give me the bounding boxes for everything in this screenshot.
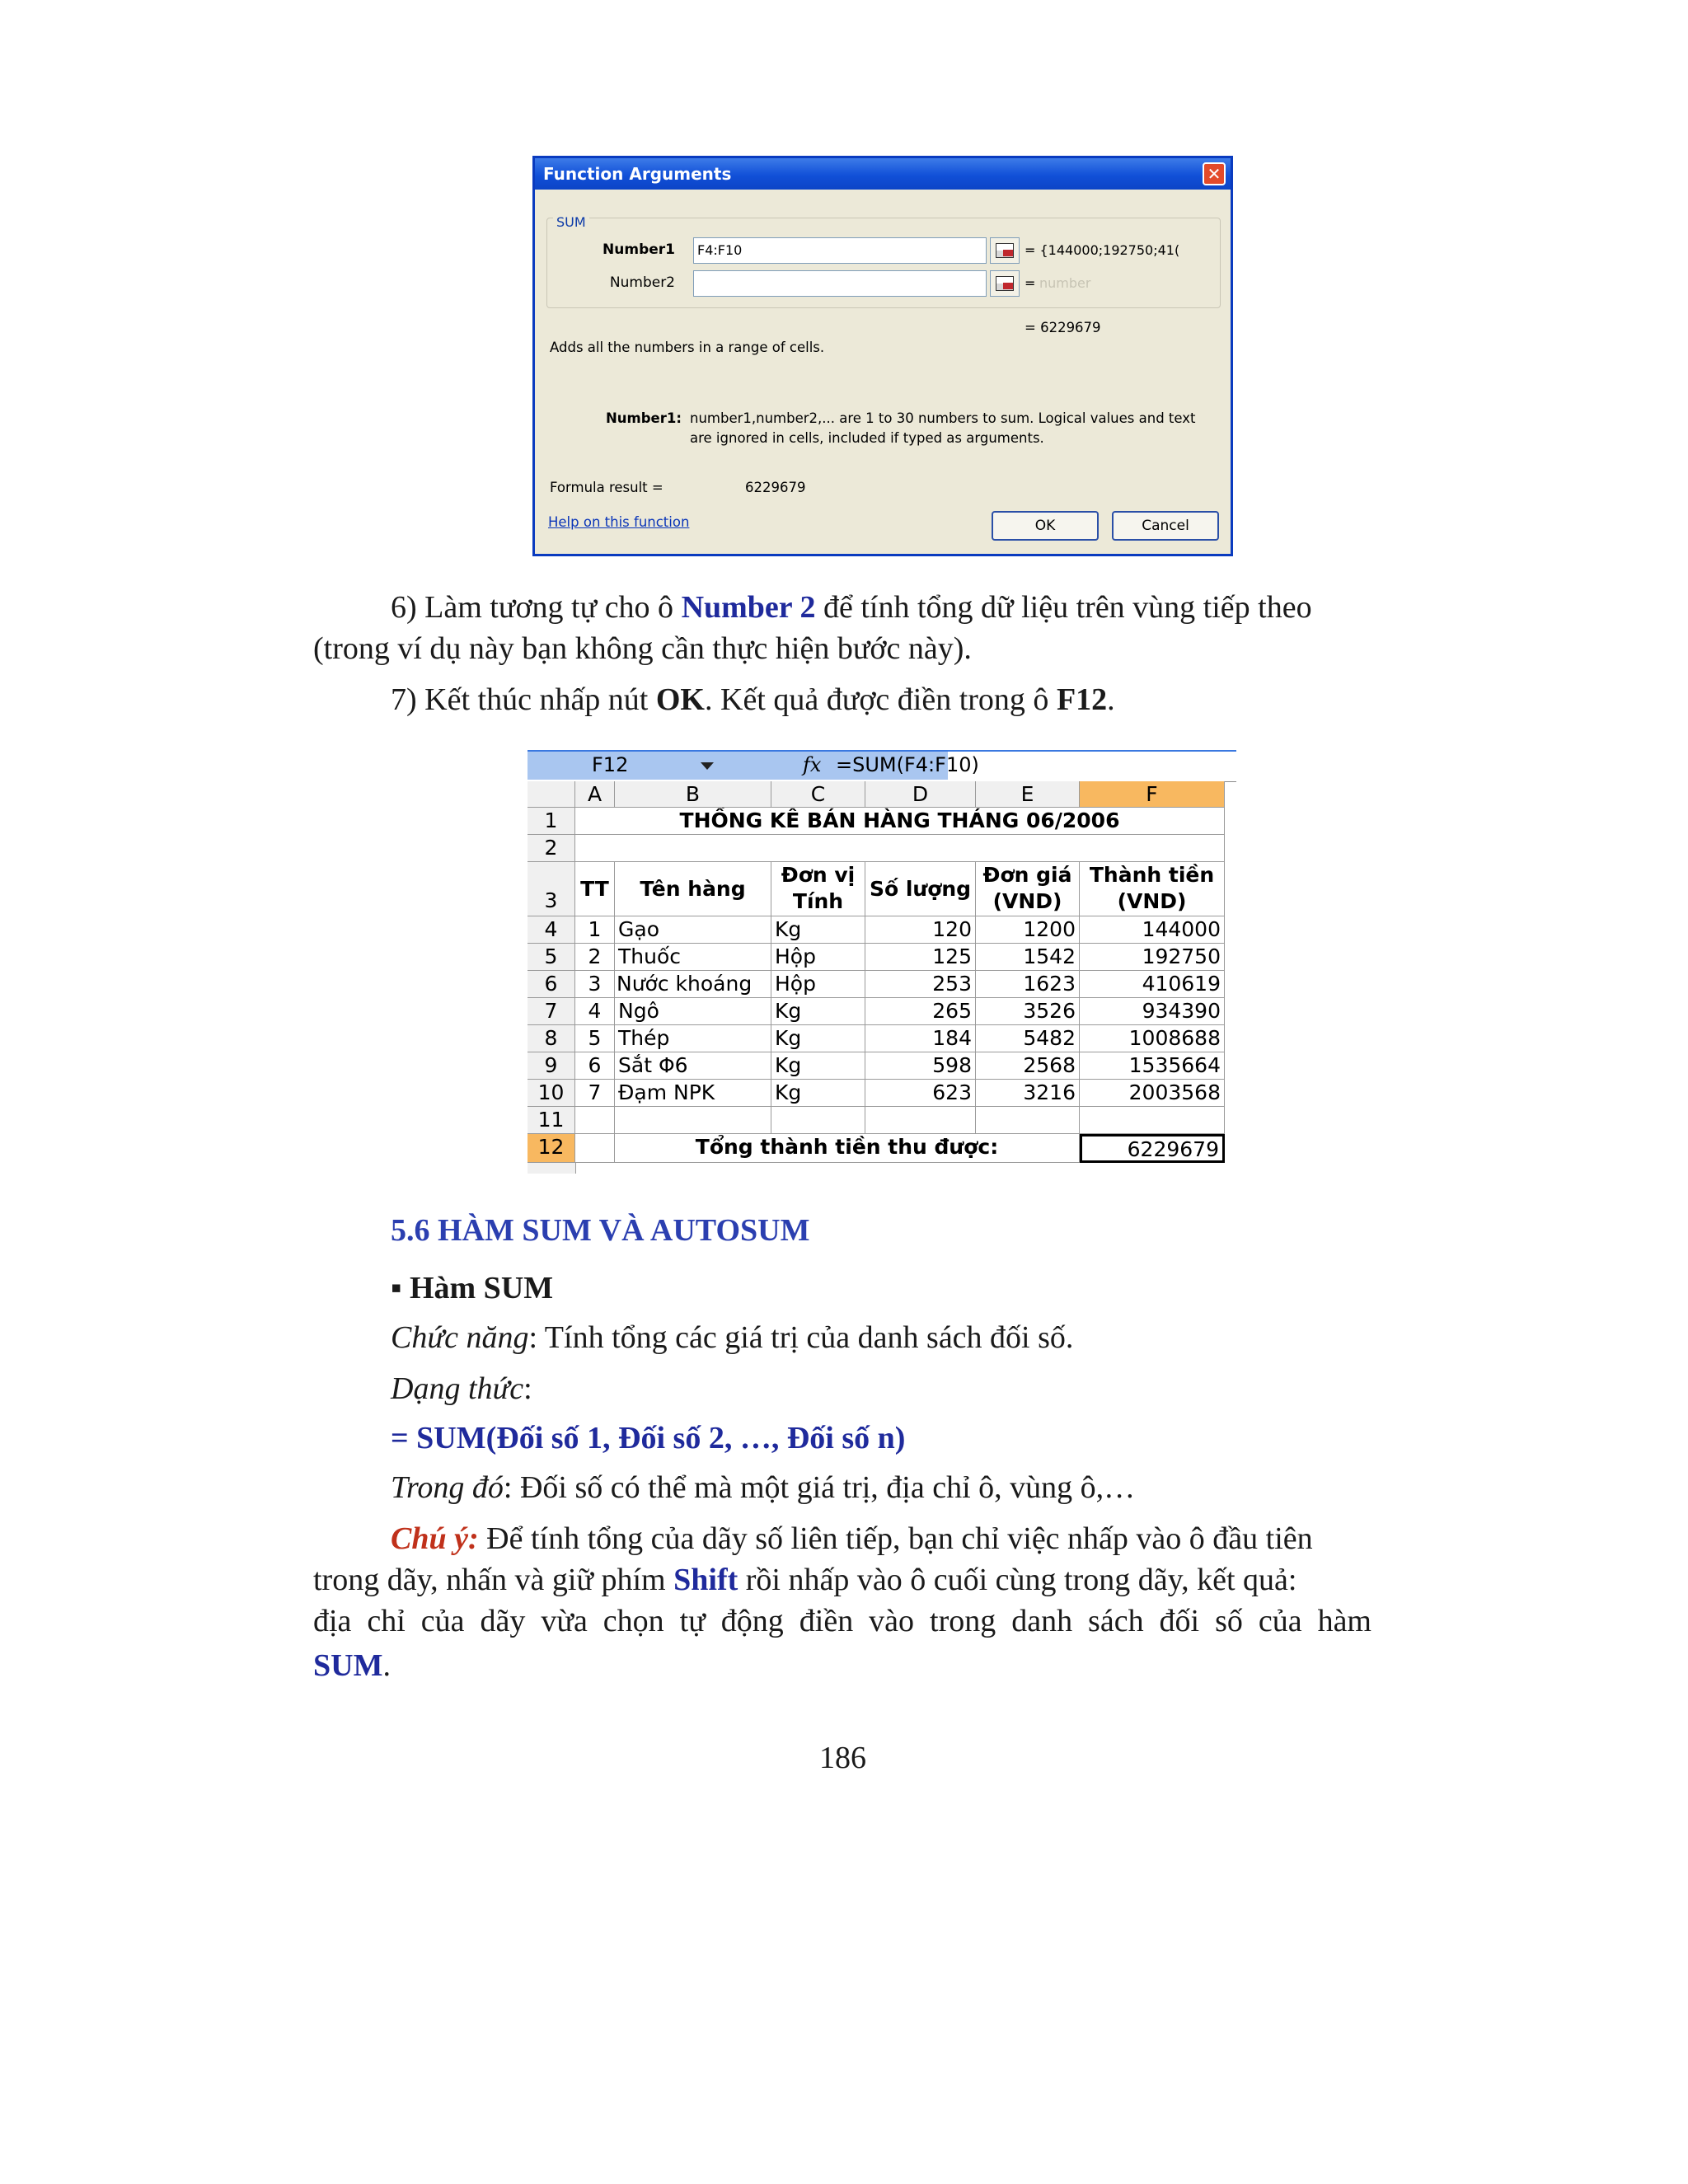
cell-qty[interactable]: 253 [865, 971, 976, 998]
note-label: Chú ý: [391, 1521, 479, 1556]
cell-total[interactable]: 1535664 [1080, 1052, 1225, 1080]
ok-button[interactable]: OK [992, 511, 1099, 541]
empty-cell[interactable] [771, 1107, 865, 1134]
row-header[interactable]: 4 [528, 916, 575, 944]
number1-label: Number1 [603, 241, 675, 258]
cell-unit[interactable]: Hộp [771, 944, 865, 971]
section-heading: 5.6 HÀM SUM VÀ AUTOSUM [391, 1213, 810, 1248]
column-header[interactable]: E [976, 781, 1080, 808]
column-header[interactable]: B [615, 781, 771, 808]
note-end: . [382, 1648, 391, 1683]
arg-help-line2: are ignored in cells, included if typed as arguments. [690, 430, 1044, 446]
collapse-dialog-icon[interactable] [990, 237, 1020, 264]
cell-qty[interactable]: 598 [865, 1052, 976, 1080]
row-header-partial [528, 1163, 576, 1174]
note-text1: Để tính tổng của dãy số liên tiếp, bạn chỉ việc nhấp vào ô đầu tiên [478, 1521, 1313, 1556]
empty-cell[interactable] [865, 1107, 976, 1134]
cell-tt[interactable]: 4 [575, 998, 615, 1025]
cell-price[interactable]: 2568 [976, 1052, 1080, 1080]
page-number: 186 [819, 1741, 866, 1775]
note-shift: Shift [673, 1563, 738, 1597]
header-ten-hang[interactable]: Tên hàng [615, 862, 771, 916]
cell-price[interactable]: 1200 [976, 916, 1080, 944]
cell-name[interactable]: Thuốc [615, 944, 771, 971]
cell-qty[interactable]: 623 [865, 1080, 976, 1107]
header-don-gia-2: (VND) [992, 889, 1062, 913]
cell-tt[interactable]: 1 [575, 916, 615, 944]
row-header[interactable]: 8 [528, 1025, 575, 1052]
cell-unit[interactable]: Kg [771, 1025, 865, 1052]
note-line1 [391, 1520, 1313, 1558]
formula-bar [528, 750, 1236, 782]
step6-number2: Number 2 [681, 590, 816, 625]
dialog-title-bar [535, 158, 1231, 190]
cancel-button[interactable]: Cancel [1112, 511, 1219, 541]
sheet-title[interactable]: THỐNG KÊ BÁN HÀNG THÁNG 06/2006 [575, 808, 1225, 835]
empty-cell[interactable] [575, 1107, 615, 1134]
where-text: : Đối số có thể mà một giá trị, địa chỉ ô, vùng ô,… [503, 1470, 1136, 1505]
cell-price[interactable]: 1623 [976, 971, 1080, 998]
note-sum: SUM [313, 1648, 383, 1683]
cell-name[interactable]: Thép [615, 1025, 771, 1052]
cell-qty[interactable]: 265 [865, 998, 976, 1025]
function-description: Adds all the numbers in a range of cells. [550, 340, 825, 355]
note-text2b: rồi nhấp vào ô cuối cùng trong dãy, kết quả: [738, 1563, 1297, 1597]
cell-tt[interactable]: 3 [575, 971, 615, 998]
fx-icon[interactable]: fx [803, 753, 822, 776]
column-header[interactable]: C [771, 781, 865, 808]
note-text2a: trong dãy, nhấn và giữ phím [313, 1563, 674, 1597]
number1-preview: = {144000;192750;41( [1025, 242, 1180, 258]
row-header[interactable]: 1 [528, 808, 575, 835]
cell-total[interactable]: 2003568 [1080, 1080, 1225, 1107]
cell-qty[interactable]: 120 [865, 916, 976, 944]
row-header[interactable]: 5 [528, 944, 575, 971]
header-don-vi[interactable] [771, 862, 865, 916]
note-line2 [313, 1561, 1296, 1599]
cell-tt[interactable]: 2 [575, 944, 615, 971]
header-don-gia[interactable] [976, 862, 1080, 916]
cell-price[interactable]: 3216 [976, 1080, 1080, 1107]
cell-price[interactable]: 5482 [976, 1025, 1080, 1052]
row-header[interactable]: 2 [528, 835, 575, 862]
step6-line2: (trong ví dụ này bạn không cần thực hiện bước này). [313, 631, 972, 666]
total-label[interactable]: Tổng thành tiền thu được: [615, 1134, 1080, 1163]
chevron-down-icon[interactable] [701, 762, 714, 770]
form-label: Dạng thức [391, 1371, 524, 1406]
number2-preview: number [1039, 275, 1091, 291]
row-header[interactable]: 3 [528, 862, 575, 916]
dialog-title: Function Arguments [543, 164, 732, 184]
spreadsheet [528, 750, 1236, 1174]
empty-row[interactable] [575, 835, 1225, 862]
function-text: : Tính tổng các giá trị của danh sách đối số. [528, 1320, 1074, 1355]
function-arguments-dialog [532, 156, 1233, 556]
function-line [391, 1319, 1073, 1357]
name-box-value: F12 [592, 753, 629, 776]
function-label: Chức năng [391, 1320, 529, 1355]
header-thanh-tien[interactable] [1080, 862, 1225, 916]
formula-text[interactable]: =SUM(F4:F10) [836, 753, 979, 776]
formula-result-label: Formula result = [550, 480, 663, 495]
formula-result-value: 6229679 [745, 480, 806, 495]
cell-unit[interactable]: Kg [771, 916, 865, 944]
cell-name[interactable]: Ngô [615, 998, 771, 1025]
sum-syntax: = SUM(Đối số 1, Đối số 2, …, Đối số n) [391, 1421, 906, 1455]
number1-input[interactable]: F4:F10 [693, 237, 987, 264]
cell-name[interactable]: Nước khoáng [615, 971, 771, 998]
note-line3: địa chỉ của dãy vừa chọn tự động điền vào trong danh sách đối số của hàm [313, 1604, 1372, 1638]
number2-preview-eq: = [1025, 275, 1036, 291]
cell-unit[interactable]: Kg [771, 998, 865, 1025]
header-don-vi-2: Tính [792, 889, 844, 913]
function-name-label: SUM [553, 214, 589, 230]
row-header[interactable]: 9 [528, 1052, 575, 1080]
step6-text-end: để tính tổng dữ liệu trên vùng tiếp theo [815, 590, 1312, 625]
help-link[interactable]: Help on this function [548, 514, 690, 530]
cell-total[interactable]: 410619 [1080, 971, 1225, 998]
cell-name[interactable]: Đạm NPK [615, 1080, 771, 1107]
step7-text: 7) Kết thúc nhấp nút [391, 682, 656, 717]
cell-total[interactable]: 144000 [1080, 916, 1225, 944]
header-don-vi-1: Đơn vị [781, 863, 856, 887]
cell-qty[interactable]: 184 [865, 1025, 976, 1052]
cell-unit[interactable]: Hộp [771, 971, 865, 998]
collapse-dialog-icon[interactable] [990, 270, 1020, 297]
header-tt[interactable]: TT [575, 862, 615, 916]
step7-line [391, 681, 1115, 719]
note-line4 [313, 1647, 391, 1685]
step7-ok: OK [655, 682, 705, 717]
cell-name[interactable]: Gạo [615, 916, 771, 944]
total-value-selected-cell[interactable]: 6229679 [1080, 1134, 1225, 1163]
column-header[interactable]: A [575, 781, 615, 808]
step7-text-mid: . Kết quả được điền trong ô [705, 682, 1057, 717]
row-header[interactable]: 7 [528, 998, 575, 1025]
row-header[interactable]: 6 [528, 971, 575, 998]
step6-text: 6) Làm tương tự cho ô [391, 590, 682, 625]
name-box[interactable] [528, 752, 725, 780]
empty-cell[interactable] [976, 1107, 1080, 1134]
step7-period: . [1107, 682, 1115, 717]
cell-tt[interactable]: 6 [575, 1052, 615, 1080]
arg-help-line1: number1,number2,... are 1 to 30 numbers to sum. Logical values and text [690, 410, 1196, 426]
empty-cell[interactable] [615, 1107, 771, 1134]
cell-qty[interactable]: 125 [865, 944, 976, 971]
cell-unit[interactable]: Kg [771, 1080, 865, 1107]
step6-line1 [391, 588, 1312, 626]
number2-label: Number2 [609, 274, 675, 291]
cell-price[interactable]: 1542 [976, 944, 1080, 971]
column-header[interactable]: D [865, 781, 976, 808]
header-thanh-tien-2: (VND) [1117, 889, 1187, 913]
result-preview: = 6229679 [1025, 320, 1101, 335]
cell-price[interactable]: 3526 [976, 998, 1080, 1025]
close-icon[interactable]: ✕ [1203, 162, 1226, 185]
header-don-gia-1: Đơn giá [982, 863, 1072, 887]
where-label: Trong đó [391, 1470, 504, 1505]
cell-tt[interactable]: 5 [575, 1025, 615, 1052]
row-header[interactable]: 10 [528, 1080, 575, 1107]
empty-cell[interactable] [575, 1134, 615, 1163]
column-header-selected[interactable]: F [1080, 781, 1225, 808]
cell-unit[interactable]: Kg [771, 1052, 865, 1080]
cell-total[interactable]: 1008688 [1080, 1025, 1225, 1052]
form-colon: : [523, 1371, 532, 1406]
number2-input[interactable] [693, 270, 987, 297]
cell-total[interactable]: 934390 [1080, 998, 1225, 1025]
step7-cell: F12 [1056, 682, 1108, 717]
corner-cell[interactable] [528, 781, 575, 808]
empty-cell[interactable] [1080, 1107, 1225, 1134]
cell-total[interactable]: 192750 [1080, 944, 1225, 971]
form-line [391, 1370, 532, 1408]
header-so-luong[interactable]: Số lượng [865, 862, 976, 916]
row-header-selected[interactable]: 12 [528, 1134, 575, 1163]
cell-tt[interactable]: 7 [575, 1080, 615, 1107]
header-thanh-tien-1: Thành tiền [1089, 863, 1215, 887]
arg-help-label: Number1: [606, 410, 682, 426]
cell-name[interactable]: Sắt Φ6 [615, 1052, 771, 1080]
row-header[interactable]: 11 [528, 1107, 575, 1134]
bullet-heading: ▪ Hàm SUM [391, 1271, 554, 1305]
where-line [391, 1469, 1135, 1507]
